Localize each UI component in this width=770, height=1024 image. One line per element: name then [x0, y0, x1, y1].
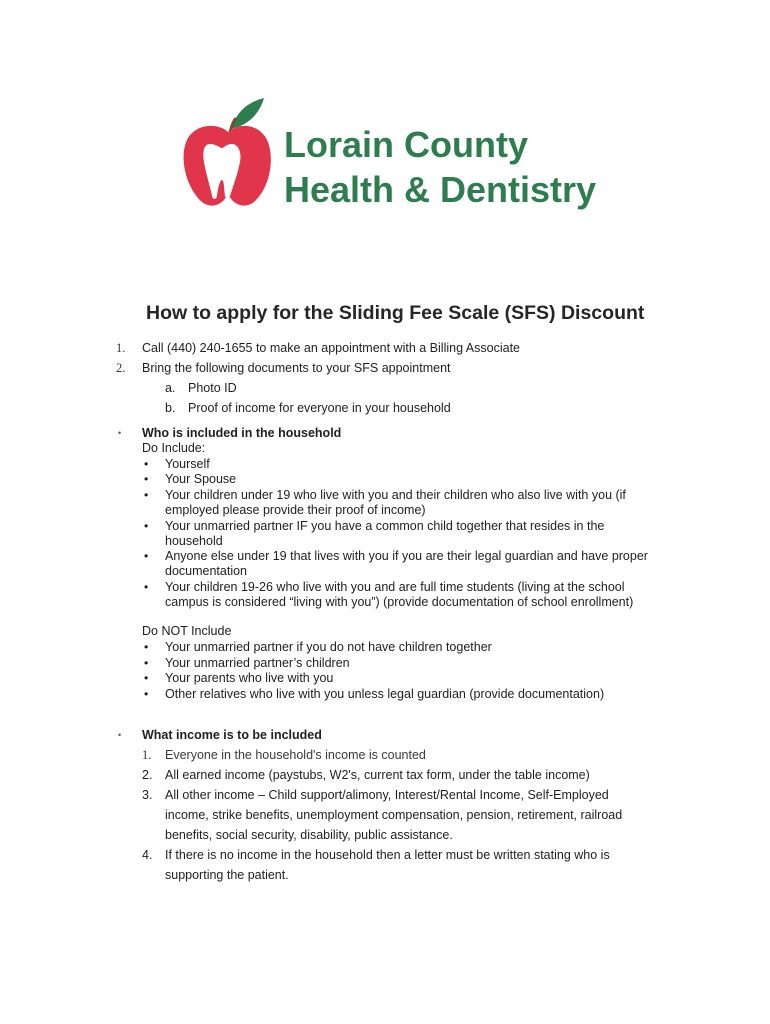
document-letter: a. [165, 381, 176, 395]
document-letter: b. [165, 401, 176, 415]
bullet-icon: • [144, 472, 149, 486]
bullet-icon: • [144, 640, 149, 654]
include-item: Anyone else under 19 that lives with you if you are their legal guardian and have proper [165, 549, 648, 563]
exclude-item: Other relatives who live with you unless legal guardian (provide documentation) [165, 687, 605, 701]
section-bullet: • [118, 428, 122, 438]
bullet-icon: • [144, 457, 149, 471]
income-number: 2. [142, 768, 153, 782]
bullet-icon: • [144, 671, 149, 685]
logo-line-2: Health & Dentistry [284, 169, 597, 210]
income-number: 3. [142, 788, 153, 802]
exclude-label: Do NOT Include [142, 624, 232, 638]
bullet-icon: • [144, 549, 149, 563]
include-item: Your Spouse [165, 472, 237, 486]
step-number: 2. [116, 361, 126, 375]
section-bullet: • [118, 730, 122, 740]
income-item-continued: benefits, social security, disability, public assistance. [165, 828, 453, 842]
income-item: All earned income (paystubs, W2's, current tax form, under the table income) [165, 768, 590, 782]
household-heading: Who is included in the household [142, 426, 342, 440]
income-item-continued: supporting the patient. [165, 868, 289, 882]
income-item: Everyone in the household's income is counted [165, 748, 426, 762]
include-item: Your children under 19 who live with you and their children who also live with you (if [165, 488, 626, 502]
income-heading: What income is to be included [142, 728, 322, 742]
step-text: Bring the following documents to your SFS appointment [142, 361, 451, 375]
income-number: 4. [142, 848, 153, 862]
income-number: 1. [142, 748, 152, 762]
step-number: 1. [116, 341, 126, 355]
bullet-icon: • [144, 488, 149, 502]
include-item-continued: employed please provide their proof of income) [165, 503, 426, 517]
logo-line-1: Lorain County [284, 124, 528, 165]
include-label: Do Include: [142, 441, 206, 455]
income-item: All other income – Child support/alimony, Interest/Rental Income, Self-Employed [165, 788, 609, 802]
document-text: Photo ID [188, 381, 237, 395]
income-item-continued: income, strike benefits, unemployment compensation, pension, retirement, railroad [165, 808, 623, 822]
document-text: Proof of income for everyone in your household [188, 401, 451, 415]
logo [180, 96, 610, 226]
exclude-item: Your unmarried partner if you do not have children together [165, 640, 492, 654]
income-item: If there is no income in the household then a letter must be written stating who is [165, 848, 610, 862]
step-text: Call (440) 240-1655 to make an appointment with a Billing Associate [142, 341, 520, 355]
page-title: How to apply for the Sliding Fee Scale (SFS) Discount [146, 302, 645, 324]
exclude-item: Your parents who live with you [165, 671, 334, 685]
include-item-continued: household [165, 534, 223, 548]
include-item-continued: campus is considered “living with you”) (provide documentation of school enrollment) [165, 595, 634, 609]
apple-tooth-icon [180, 96, 280, 216]
include-item: Yourself [165, 457, 210, 471]
include-item: Your children 19-26 who live with you and are full time students (living at the school [165, 580, 625, 594]
bullet-icon: • [144, 580, 149, 594]
bullet-icon: • [144, 656, 149, 670]
bullet-icon: • [144, 687, 149, 701]
include-item-continued: documentation [165, 564, 248, 578]
exclude-item: Your unmarried partner’s children [165, 656, 350, 670]
include-item: Your unmarried partner IF you have a common child together that resides in the [165, 519, 605, 533]
bullet-icon: • [144, 519, 149, 533]
